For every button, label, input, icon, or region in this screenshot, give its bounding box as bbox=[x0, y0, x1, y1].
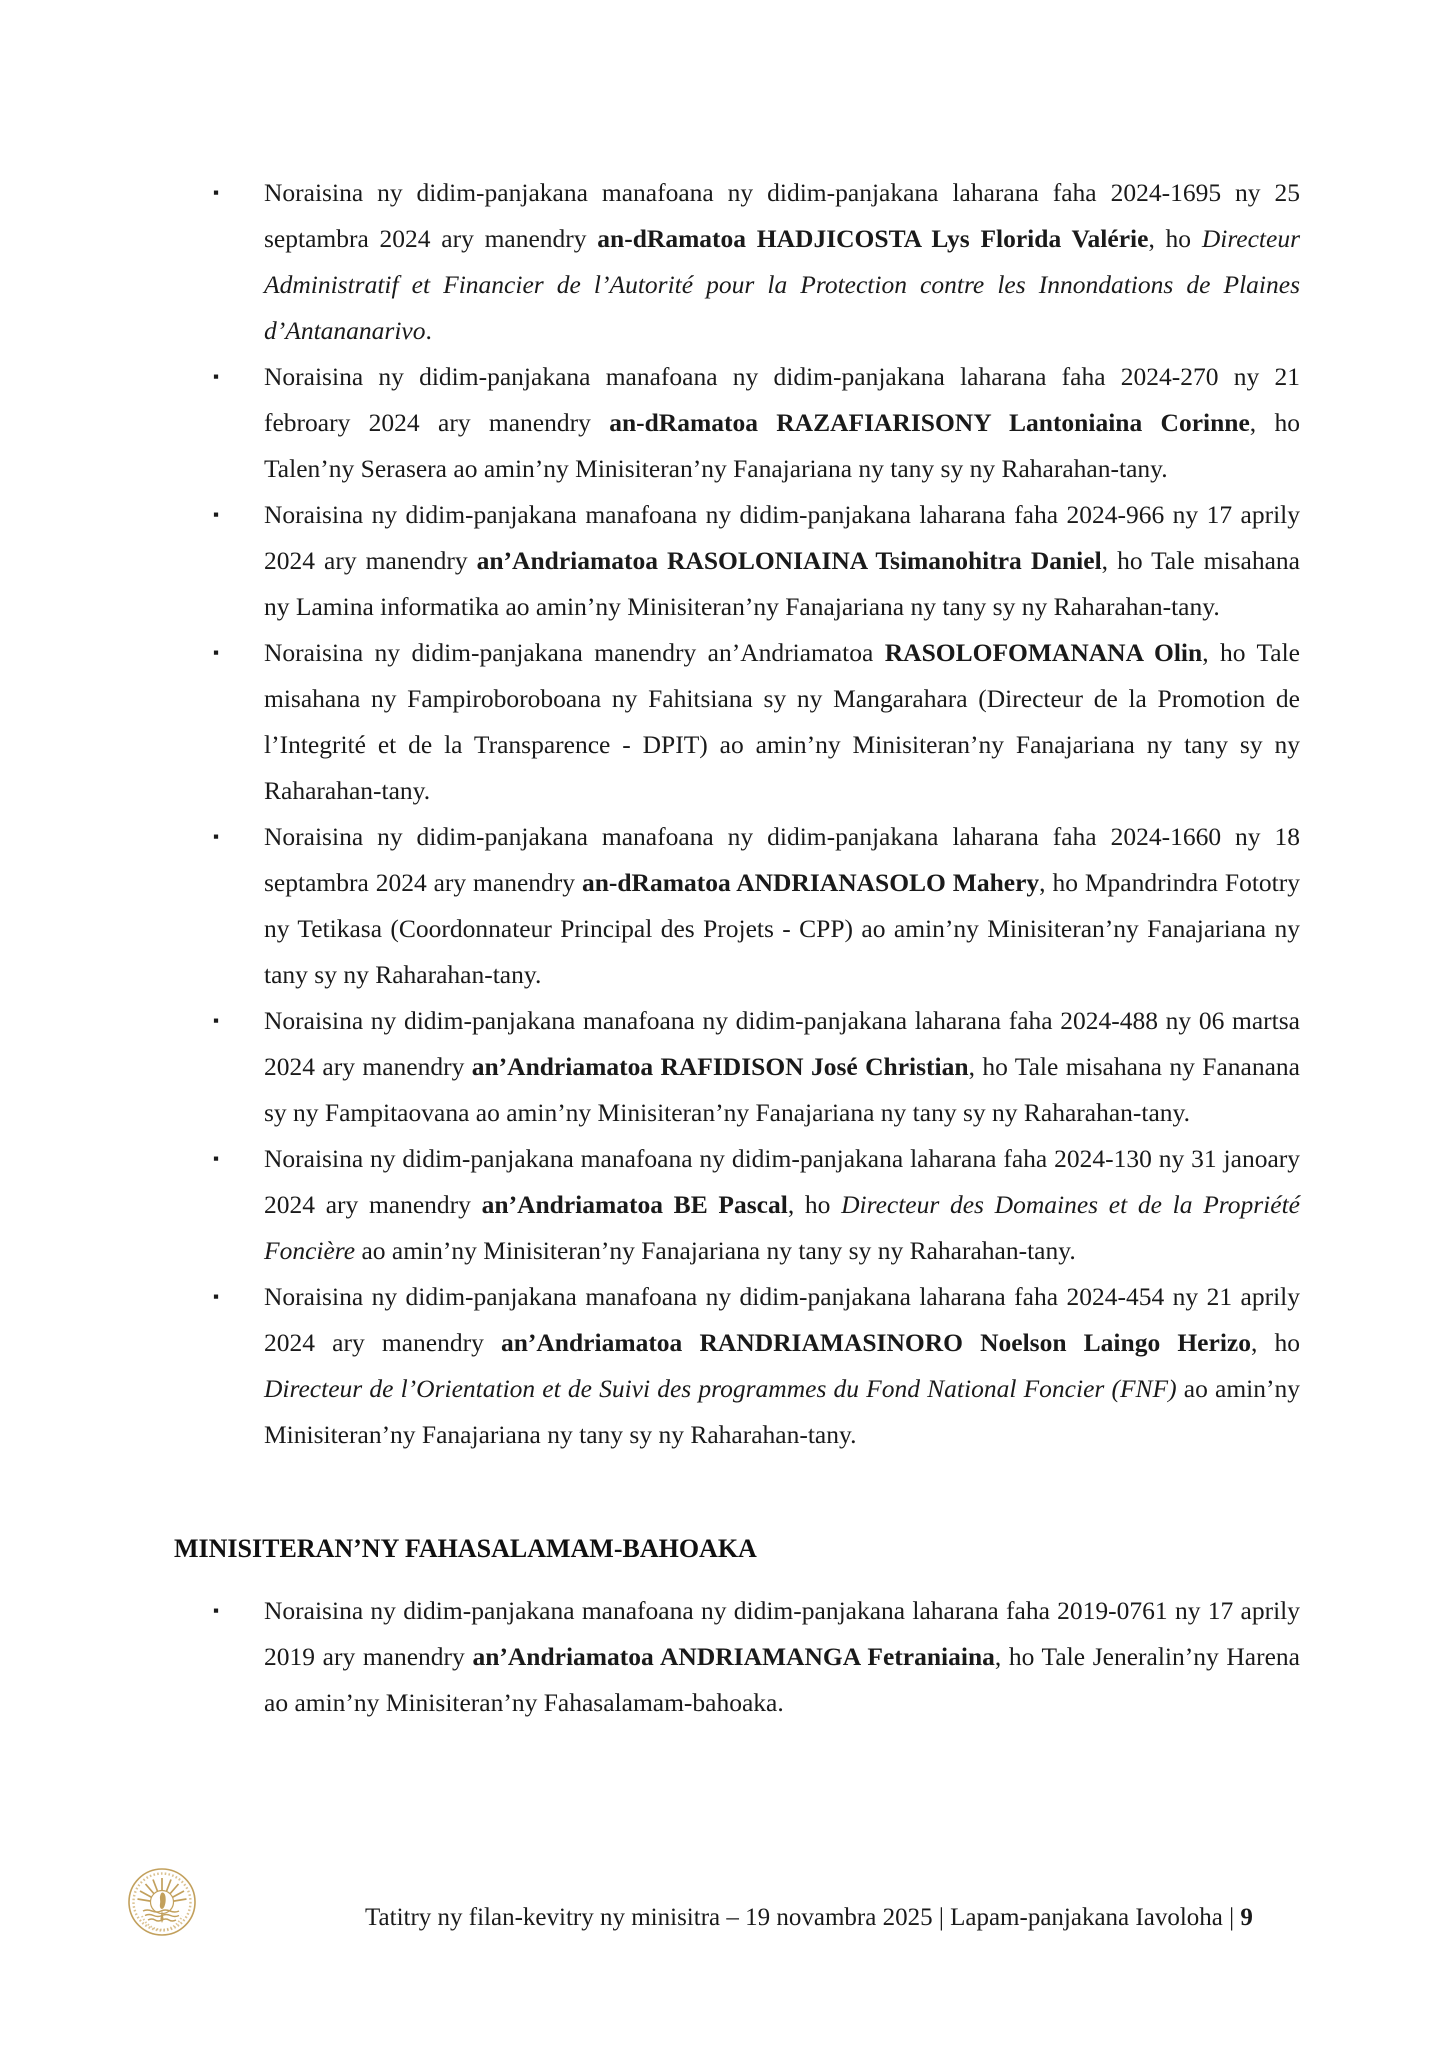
list-item bbox=[174, 998, 1300, 1136]
text-segment: Noraisina ny didim-panjakana manafoana ny didim-panjakana laharana faha 2024-966 ny 17 aprily 2024 ary manendry bbox=[264, 500, 1300, 575]
text-segment: Noraisina ny didim-panjakana manafoana ny didim-panjakana laharana faha 2024-130 ny 31 janoary 2024 ary manendry bbox=[264, 1144, 1300, 1219]
text-segment: Noraisina ny didim-panjakana manafoana ny didim-panjakana laharana faha 2024-1695 ny 25 septambra 2024 ary manendry bbox=[264, 178, 1300, 253]
text-segment: Noraisina ny didim-panjakana manafoana ny didim-panjakana laharana faha 2024-488 ny 06 martsa 2024 ary manendry bbox=[264, 1006, 1300, 1081]
text-segment: , ho Talen’ny Serasera ao amin’ny Minisiteran’ny Fanajariana ny tany sy ny Raharahan-tany. bbox=[264, 408, 1300, 483]
footer-text: Tatitry ny filan-kevitry ny minisitra – 19 novambra 2025 | Lapam-panjakana Iavoloha | bbox=[365, 1904, 1241, 1931]
madagascar-seal-icon bbox=[126, 1866, 198, 1938]
text-segment: ao amin’ny Minisiteran’ny Fanajariana ny tany sy ny Raharahan-tany. bbox=[264, 1374, 1300, 1449]
list-item bbox=[174, 814, 1300, 998]
list-item bbox=[174, 1588, 1300, 1726]
text-segment: , ho Tale misahana ny Lamina informatika ao amin’ny Minisiteran’ny Fanajariana ny tany sy ny Raharahan-tany. bbox=[264, 546, 1300, 621]
text-segment: an’Andriamatoa RASOLONIAINA Tsimanohitra Daniel bbox=[476, 546, 1102, 575]
text-segment: , ho Tale misahana ny Fananana sy ny Fampitaovana ao amin’ny Minisiteran’ny Fanajariana ny tany sy ny Raharahan-tany. bbox=[264, 1052, 1300, 1127]
text-segment: . bbox=[425, 316, 432, 345]
text-segment: an’Andriamatoa ANDRIAMANGA Fetraniaina bbox=[472, 1642, 995, 1671]
text-segment: , ho bbox=[1148, 224, 1202, 253]
text-segment: Noraisina ny didim-panjakana manafoana ny didim-panjakana laharana faha 2024-1660 ny 18 septambra 2024 ary manendry bbox=[264, 822, 1300, 897]
text-segment: , ho bbox=[787, 1190, 842, 1219]
section-heading-health-ministry: MINISITERAN’NY FAHASALAMAM-BAHOAKA bbox=[174, 1534, 757, 1563]
list-item bbox=[174, 1136, 1300, 1274]
footer-page-number: 9 bbox=[1240, 1904, 1253, 1931]
text-segment: , ho Tale Jeneralin’ny Harena ao amin’ny Minisiteran’ny Fahasalamam-bahoaka. bbox=[264, 1642, 1300, 1717]
text-segment: an-dRamatoa RAZAFIARISONY Lantoniaina Corinne bbox=[609, 408, 1250, 437]
list-item bbox=[174, 492, 1300, 630]
text-segment: Directeur de l’Orientation et de Suivi des programmes du Fond National Foncier (FNF) bbox=[264, 1374, 1177, 1403]
text-segment: , ho Tale misahana ny Fampiroboroboana ny Fahitsiana sy ny Mangarahara (Directeur de la Promotion de l’Integrité et de la Transparence - DPIT) ao amin’ny Minisiteran’ny Fanajariana ny tany sy ny Raharahan-tany. bbox=[264, 638, 1300, 805]
text-segment: RASOLOFOMANANA Olin bbox=[884, 638, 1203, 667]
text-segment: Noraisina ny didim-panjakana manafoana ny didim-panjakana laharana faha 2024-454 ny 21 aprily 2024 ary manendry bbox=[264, 1282, 1300, 1357]
text-segment: Noraisina ny didim-panjakana manendry an’Andriamatoa bbox=[264, 638, 885, 667]
text-segment: Directeur Administratif et Financier de l’Autorité pour la Protection contre les Innondations de Plaines d’Antananarivo bbox=[264, 224, 1301, 345]
text-segment: an-dRamatoa ANDRIANASOLO Mahery bbox=[581, 868, 1040, 897]
appointments-list bbox=[174, 170, 1300, 1458]
text-segment: Noraisina ny didim-panjakana manafoana ny didim-panjakana laharana faha 2019-0761 ny 17 aprily 2019 ary manendry bbox=[264, 1596, 1300, 1671]
text-segment: an-dRamatoa HADJICOSTA Lys Florida Valérie bbox=[597, 224, 1149, 253]
text-segment: an’Andriamatoa RANDRIAMASINORO Noelson Laingo Herizo bbox=[500, 1328, 1251, 1357]
list-item bbox=[174, 1274, 1300, 1458]
text-segment: Noraisina ny didim-panjakana manafoana ny didim-panjakana laharana faha 2024-270 ny 21 febroary 2024 ary manendry bbox=[264, 362, 1300, 437]
text-segment: ao amin’ny Minisiteran’ny Fanajariana ny tany sy ny Raharahan-tany. bbox=[355, 1236, 1076, 1265]
health-appointments-list bbox=[174, 1588, 1300, 1726]
text-segment: , ho bbox=[1250, 1328, 1301, 1357]
text-segment: an’Andriamatoa RAFIDISON José Christian bbox=[471, 1052, 969, 1081]
text-segment: Directeur des Domaines et de la Propriété Foncière bbox=[264, 1190, 1300, 1265]
list-item bbox=[174, 630, 1300, 814]
list-item bbox=[174, 354, 1300, 492]
text-segment: , ho Mpandrindra Fototry ny Tetikasa (Coordonnateur Principal des Projets - CPP) ao amin’ny Minisiteran’ny Fanajariana ny tany sy ny Raharahan-tany. bbox=[264, 868, 1300, 989]
page-footer bbox=[365, 1898, 1253, 1938]
list-item bbox=[174, 170, 1300, 354]
text-segment: an’Andriamatoa BE Pascal bbox=[481, 1190, 788, 1219]
